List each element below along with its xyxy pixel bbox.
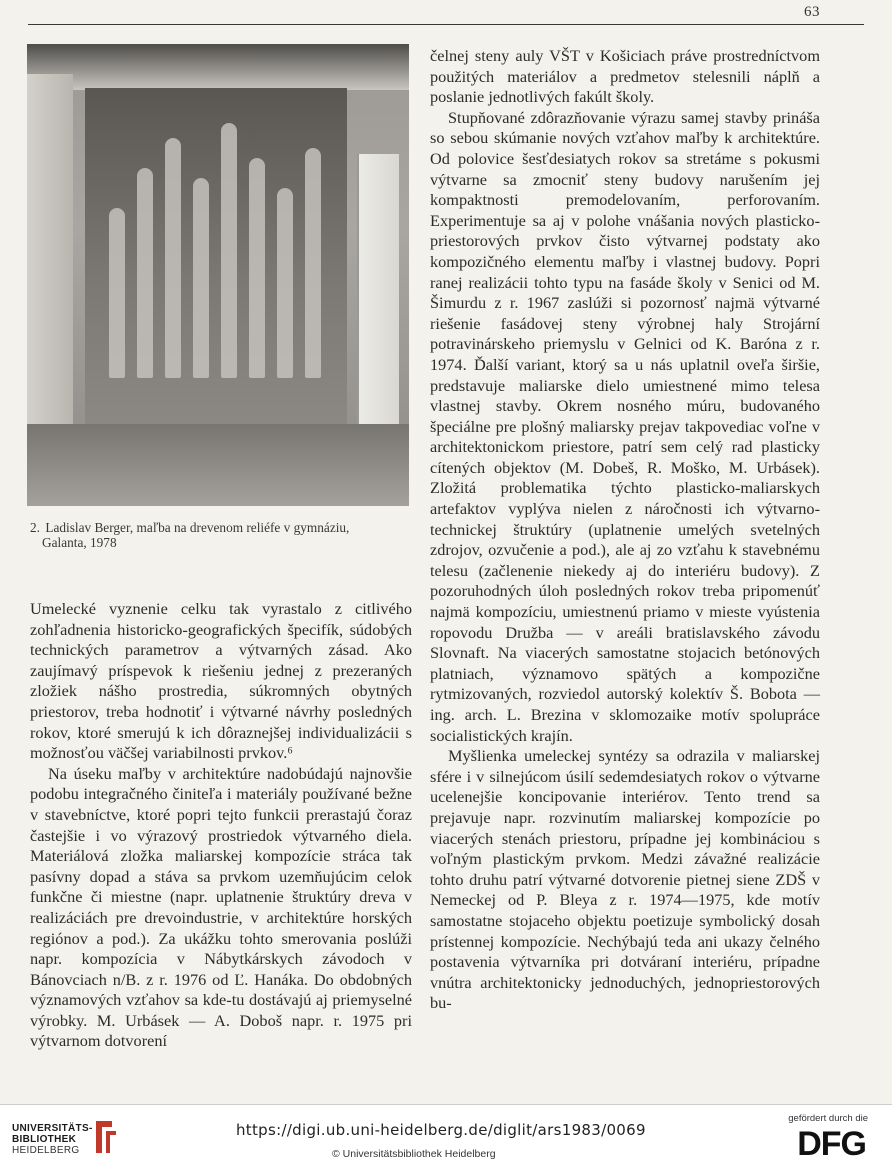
paragraph: čelnej steny auly VŠT v Košiciach práve prostredníctvom použitých materiálov a predmetov stelesnili náplň a poslanie jednotlivých fakúlt školy. (430, 46, 820, 107)
photo-mural-relief (85, 88, 347, 448)
page-number: 63 (804, 4, 820, 20)
relief-figure (221, 123, 237, 378)
left-text-column (30, 599, 412, 1052)
caption-line-2: Galanta, 1978 (42, 535, 117, 550)
paragraph: Na úseku maľby v architektúre nadobúdajú najnovšie podobu integračného činiteľa i materiály používané bežne v stavebníctve, ktoré popri tejto funkcii prerastajú čoraz častejšie i vo výrazový prostriedok výtvarného diela. Materiálová zložka maliarskej kompozície stráca tak pasívny dopad a stáva sa prvkom uzemňujúcim celok funkčne či miestne (napr. uplatnenie štruktúry dreva v realizáciách pre drevoindustrie, v architektúre horských regiónov a pod.). Za ukážku tohto smerovania poslúži napr. kompozícia v Nábytkárskych závodoch v Bánovciach n/B. z r. 1976 od Ľ. Hanáka. Do obdobných významových vzťahov sa kde-tu dostávajú aj priemyselné výrobky. M. Urbásek — A. Doboš napr. r. 1975 pri výtvarnom dotvorení (30, 763, 412, 1051)
dfg-logo[interactable]: DFG (797, 1125, 866, 1163)
relief-figure (193, 178, 209, 378)
caption-line-1: Ladislav Berger, maľba na drevenom reliéfe v gymnáziu, (45, 520, 350, 535)
relief-figure (305, 148, 321, 378)
relief-figure (249, 158, 265, 378)
photo-window (357, 154, 399, 424)
library-logo-text[interactable] (12, 1123, 93, 1156)
library-name-line-3: HEIDELBERG (12, 1145, 80, 1156)
caption-number: 2. (30, 520, 40, 535)
funding-note: gefördert durch die (788, 1113, 868, 1124)
relief-figure (277, 188, 293, 378)
paragraph: Stupňované zdôrazňovanie výrazu samej stavby prináša so sebou skúmanie nových vzťahov maľby k architektúre. Od polovice šesťdesiatych rokov sa stretáme s pokusmi výtvarne sa zmocniť steny budovy narušením jej kompaktnosti premodelovaním, perforovaním. Experimentuje sa aj v polohe vnášania nových plasticko-priestorových prvkov čisto výtvarnej podstaty ako kompozičného elementu maľby i vlastnej budovy. Popri ranej realizácii tohto typu na fasáde školy v Senici od M. Šimurdu z r. 1967 zaslúži si pozornosť najmä výtvarné riešenie fasádovej steny výrobnej haly Strojární potravinárskeho priemyslu v Gelnici od K. Baróna z r. 1974. Ďalší variant, ktorý sa u nás uplatnil oveľa širšie, predstavuje maliarske dielo umiestnené mimo telesa vlastnej stavby. Okrem nosného múru, budovaného špeciálne pre plošný maliarsky prejav takpovediac voľne v architektonickom priestore, patrí sem celý rad plasticky cítených objektov (M. Dobeš, R. Moško, M. Urbásek). Zložitá problematika týchto plasticko-maliarskych artefaktov vyplýva nielen z náročnosti ich výtvarno-technickej štruktúry (uplatnenie umelých svetelných zdrojov, ozvučenie a pod.), ale aj zo vzťahu k stavebnému telesu (začlenenie niekedy aj do interiéru budovy). Z pozoruhodných úloh posledných rokov treba pripomenúť najmä kompozíciu, umiestnenú priamo v mieste vyústenia ropovodu Družba — v areáli bratislavského závodu Slovnaft. Na viacerých samostatne stojacich betónových platniach, významovo spätých a kompozične rytmizovaných, rozviedol autorský kolektív Š. Bobota — ing. arch. L. Brezina v sklomozaike motív spolupráce socialistických krajín. (430, 107, 820, 745)
mural-photograph (27, 44, 409, 506)
library-logo-icon[interactable] (90, 1117, 120, 1157)
photo-pillar (27, 74, 73, 474)
paragraph: Umelecké vyznenie celku tak vyrastalo z citlivého zohľadnenia historicko-geografických špecifík, súdobých technických parametrov a výtvarných zásad. Ako zaujímavý príspevok k riešeniu jednej z prezeraných zložiek nášho prostredia, súkromných obytných priestorov, treba hodnotiť i výtvarné návrhy posledných rokov, ktoré smerujú k ich dôraznejšej individualizácii s možnosťou väčšej variabilnosti prvkov.⁶ (30, 599, 412, 763)
library-name-line-1: UNIVERSITÄTS- (12, 1123, 93, 1134)
copyright-notice: © Universitätsbibliothek Heidelberg (332, 1148, 496, 1160)
relief-figure (137, 168, 153, 378)
relief-figure (165, 138, 181, 378)
header-rule (28, 24, 864, 25)
right-text-column (430, 46, 820, 1014)
paragraph: Myšlienka umeleckej syntézy sa odrazila v maliarskej sfére i v silnejúcom úsilí sedemdesiatych rokov o výtvarne ucelenejšie koncipovanie interiérov. Tento trend sa prejavuje napr. rozvinutím maliarskej kompozície po viacerých stenách priestoru, prípadne jej kombináciou s voľným plastickým prvkom. Medzi závažné realizácie tohto druhu patrí výtvarné dotvorenie pietnej siene ZDŠ v Nemeckej od P. Bleya z r. 1974—1975, kde motív samostatne stojaceho objektu poetizuje symbolický dosah prístennej kompozície. Nechýbajú teda ani ukazy čelného postavenia výtvarníka pri dotváraní interiéru, prípadne vnútra architektonicky jednoduchých, jednopriestorových bu- (430, 746, 820, 1013)
photo-ceiling (27, 44, 409, 90)
library-name-line-2: BIBLIOTHEK (12, 1134, 77, 1145)
viewer-footer (0, 1104, 892, 1171)
relief-figure (109, 208, 125, 378)
photo-floor (27, 424, 409, 506)
permalink-url[interactable]: https://digi.ub.uni-heidelberg.de/diglit/ars1983/0069 (236, 1121, 646, 1139)
figure-caption (30, 520, 412, 550)
